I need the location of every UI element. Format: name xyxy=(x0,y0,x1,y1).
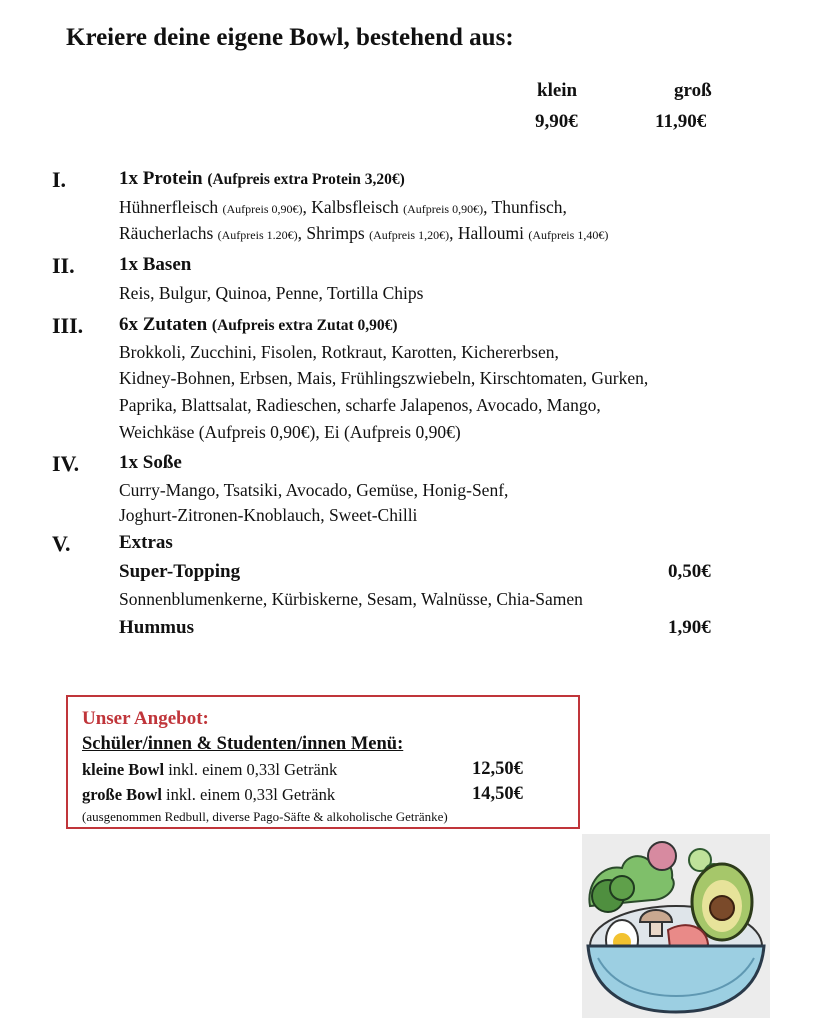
offer-price-large: 14,50€ xyxy=(472,784,523,804)
offer-row-name: kleine Bowl xyxy=(82,760,165,779)
protein-item: Hühnerfleisch xyxy=(119,197,223,217)
offer-row-text: inkl. einem 0,33l Getränk xyxy=(161,785,336,804)
section-number: IV. xyxy=(52,451,80,476)
protein-item: , Thunfisch, xyxy=(483,197,567,217)
protein-surcharge: (Aufpreis 0,90€) xyxy=(403,202,484,216)
zutaten-line: Kidney-Bohnen, Erbsen, Mais, Frühlingszwiebeln, Kirschtomaten, Gurken, xyxy=(119,368,649,388)
protein-line-2 xyxy=(119,223,608,244)
zutaten-line: Brokkoli, Zucchini, Fisolen, Rotkraut, Karotten, Kichererbsen, xyxy=(119,342,559,362)
offer-price-small: 12,50€ xyxy=(472,759,523,779)
extra-price-super-topping: 0,50€ xyxy=(668,561,711,582)
section-number: I. xyxy=(52,167,67,192)
extra-name-hummus: Hummus xyxy=(119,617,194,638)
protein-item: , Shrimps xyxy=(297,223,370,243)
offer-row-text: inkl. einem 0,33l Getränk xyxy=(164,760,338,779)
section-number: V. xyxy=(52,531,71,556)
size-label-small: klein xyxy=(537,80,578,101)
sosse-line: Joghurt-Zitronen-Knoblauch, Sweet-Chilli xyxy=(119,505,418,525)
protein-surcharge: (Aufpreis 1.20€) xyxy=(217,228,298,242)
bowl-drawing xyxy=(582,834,770,1018)
size-price-large: 11,90€ xyxy=(655,111,707,132)
offer-row-name: große Bowl xyxy=(82,785,162,804)
sosse-line: Curry-Mango, Tsatsiki, Avocado, Gemüse, Honig-Senf, xyxy=(119,480,509,500)
offer-footnote: (ausgenommen Redbull, diverse Pago-Säfte & alkoholische Getränke) xyxy=(82,809,448,824)
offer-box xyxy=(66,695,580,829)
super-topping-desc: Sonnenblumenkerne, Kürbiskerne, Sesam, Walnüsse, Chia-Samen xyxy=(119,589,583,609)
bowl-illustration xyxy=(582,834,770,1018)
protein-item: , Kalbsfleisch xyxy=(302,197,404,217)
section-title-extras: Extras xyxy=(119,532,173,553)
zutaten-line: Paprika, Blattsalat, Radieschen, scharfe Jalapenos, Avocado, Mango, xyxy=(119,395,601,415)
protein-item: , Halloumi xyxy=(449,223,529,243)
offer-subtitle: Schüler/innen & Studenten/innen Menü: xyxy=(82,734,404,754)
size-price-small: 9,90€ xyxy=(535,111,578,132)
offer-title: Unser Angebot: xyxy=(82,708,209,729)
section-number: II. xyxy=(52,253,75,278)
extra-name-super-topping: Super-Topping xyxy=(119,561,241,582)
page-title: Kreiere deine eigene Bowl, bestehend aus: xyxy=(66,24,514,51)
section-number: III. xyxy=(52,313,84,338)
section-title-protein xyxy=(119,168,405,190)
offer-row-large xyxy=(82,785,335,805)
section-title-sosse: 1x Soße xyxy=(119,452,182,473)
section-title-zutaten xyxy=(119,314,398,336)
extra-price-hummus: 1,90€ xyxy=(668,617,711,638)
size-label-large: groß xyxy=(674,80,712,101)
section-title-text: 1x Protein xyxy=(119,168,203,189)
section-note: (Aufpreis extra Protein 3,20€) xyxy=(207,171,405,188)
protein-surcharge: (Aufpreis 1,40€) xyxy=(528,228,609,242)
protein-surcharge: (Aufpreis 0,90€) xyxy=(222,202,303,216)
section-title-text: 6x Zutaten xyxy=(119,314,208,335)
section-note: (Aufpreis extra Zutat 0,90€) xyxy=(211,317,398,334)
protein-surcharge: (Aufpreis 1,20€) xyxy=(369,228,450,242)
protein-line-1 xyxy=(119,197,567,218)
protein-item: Räucherlachs xyxy=(119,223,218,243)
zutaten-line: Weichkäse (Aufpreis 0,90€), Ei (Aufpreis 0,90€) xyxy=(119,422,461,442)
basen-line: Reis, Bulgur, Quinoa, Penne, Tortilla Chips xyxy=(119,283,424,303)
section-title-basen: 1x Basen xyxy=(119,254,192,275)
offer-row-small xyxy=(82,760,337,780)
